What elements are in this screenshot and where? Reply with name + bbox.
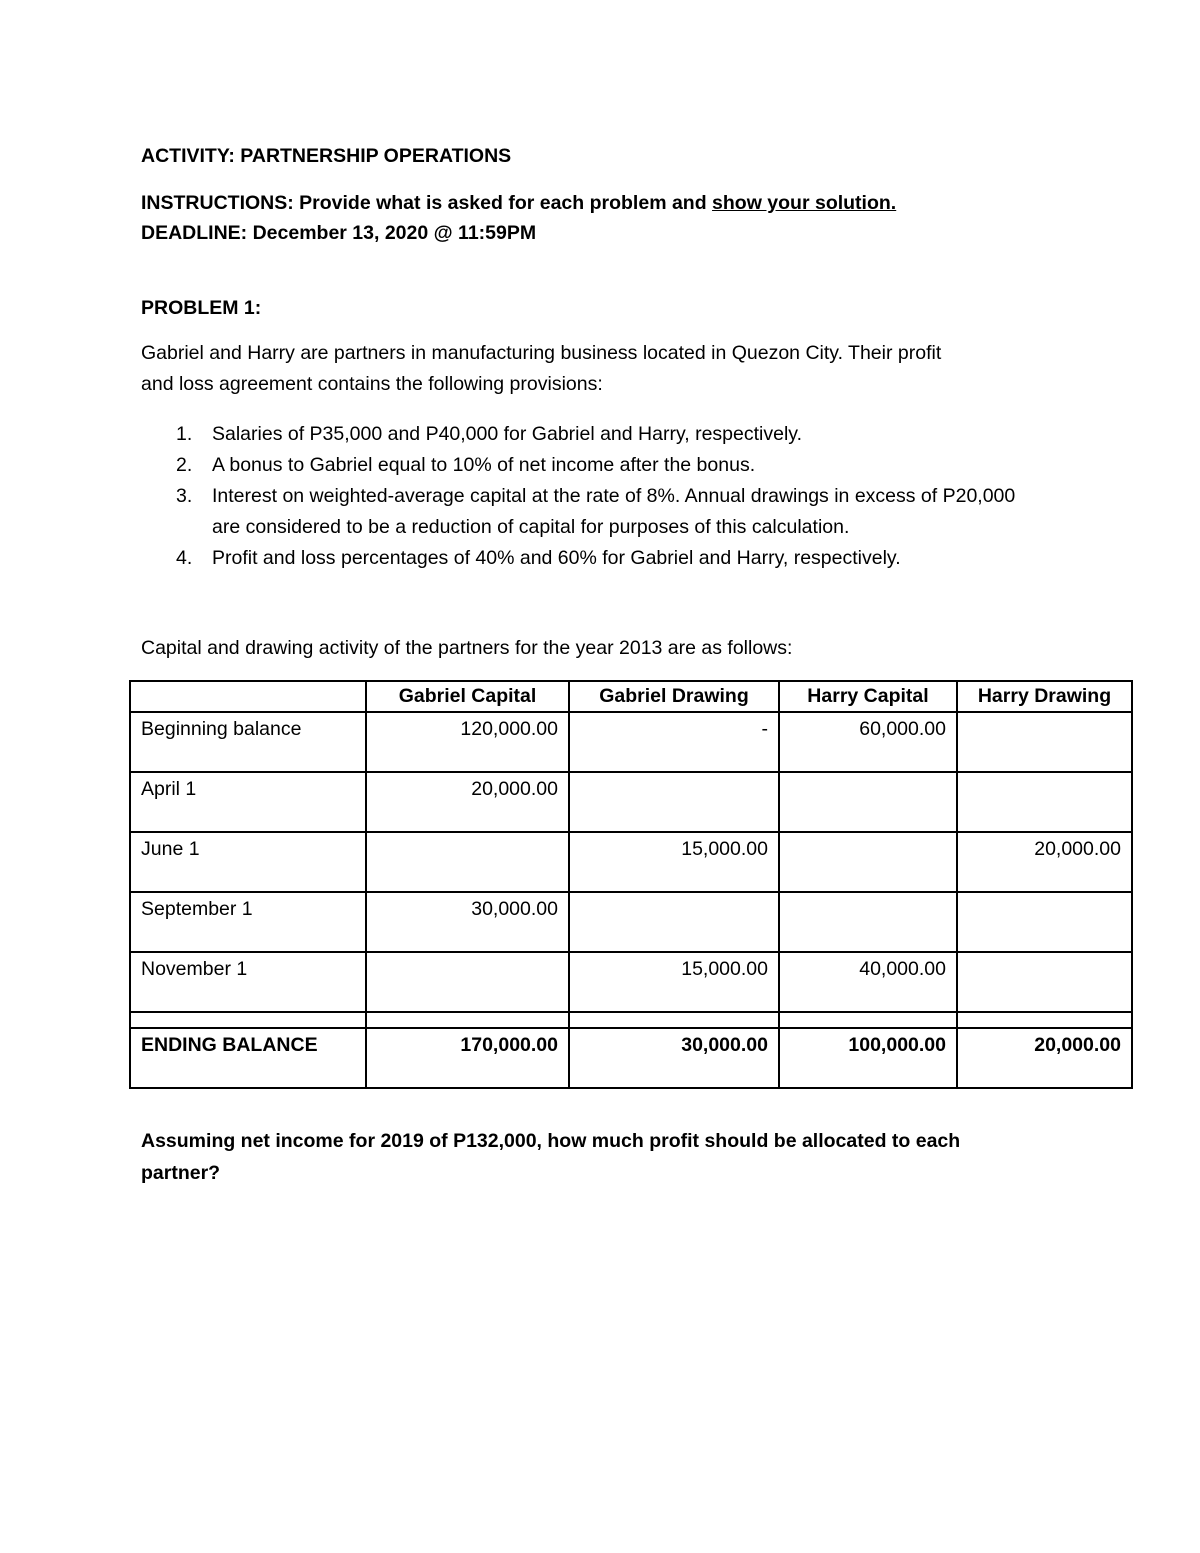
total-label: ENDING BALANCE [130,1028,366,1088]
provisions-list [141,419,1041,574]
gabriel-capital-cell: 20,000.00 [366,772,569,832]
table-intro: Capital and drawing activity of the partners for the year 2013 are as follows: [141,637,793,659]
harry-capital-cell: 40,000.00 [779,952,957,1012]
table-row [130,832,1132,892]
instructions-underlined: show your solution. [712,192,897,214]
row-label: April 1 [130,772,366,832]
table-row [130,952,1132,1012]
harry-drawing-cell [957,772,1132,832]
header-gabriel-capital: Gabriel Capital [366,681,569,712]
gabriel-drawing-cell: 15,000.00 [569,952,779,1012]
harry-drawing-cell [957,892,1132,952]
harry-capital-cell [779,772,957,832]
total-gabriel-drawing: 30,000.00 [569,1028,779,1088]
gabriel-drawing-cell [569,772,779,832]
harry-drawing-cell [957,712,1132,772]
row-label: November 1 [130,952,366,1012]
row-label: September 1 [130,892,366,952]
list-item [141,543,1041,574]
list-item-number: 1. [176,423,193,445]
list-item-text: Salaries of P35,000 and P40,000 for Gabriel and Harry, respectively. [212,423,803,445]
table-header-row [130,681,1132,712]
table-row [130,772,1132,832]
harry-drawing-cell: 20,000.00 [957,832,1132,892]
list-item [141,419,1041,450]
total-harry-drawing: 20,000.00 [957,1028,1132,1088]
list-item-number: 2. [176,454,193,476]
list-item-text: Profit and loss percentages of 40% and 60% for Gabriel and Harry, respectively. [212,547,901,569]
capital-drawing-table [129,680,1133,1089]
problem-intro-line2: and loss agreement contains the following provisions: [141,373,603,395]
gabriel-drawing-cell: - [569,712,779,772]
gabriel-capital-cell [366,832,569,892]
header-gabriel-drawing: Gabriel Drawing [569,681,779,712]
list-item [141,450,1041,481]
spacer-cell [569,1012,779,1028]
header-harry-capital: Harry Capital [779,681,957,712]
list-item-text: Interest on weighted-average capital at the rate of 8%. Annual drawings in excess of P20,000 are considered to be a reduction of capital for purposes of this calculation. [212,485,1016,538]
harry-capital-cell [779,892,957,952]
harry-capital-cell: 60,000.00 [779,712,957,772]
question-line2: partner? [141,1162,221,1184]
gabriel-capital-cell: 30,000.00 [366,892,569,952]
list-item-text: A bonus to Gabriel equal to 10% of net income after the bonus. [212,454,756,476]
row-label: Beginning balance [130,712,366,772]
header-harry-drawing: Harry Drawing [957,681,1132,712]
deadline: DEADLINE: December 13, 2020 @ 11:59PM [141,222,537,244]
spacer-cell [779,1012,957,1028]
instructions-text: INSTRUCTIONS: Provide what is asked for each problem and [141,192,713,214]
problem-intro-line1: Gabriel and Harry are partners in manufacturing business located in Quezon City. Their profit [141,342,942,364]
instructions [141,190,896,216]
gabriel-capital-cell [366,952,569,1012]
gabriel-drawing-cell [569,892,779,952]
header-cell-blank [130,681,366,712]
gabriel-capital-cell: 120,000.00 [366,712,569,772]
problem-title: PROBLEM 1: [141,297,262,319]
spacer-cell [957,1012,1132,1028]
activity-title: ACTIVITY: PARTNERSHIP OPERATIONS [141,145,512,167]
gabriel-drawing-cell: 15,000.00 [569,832,779,892]
harry-drawing-cell [957,952,1132,1012]
question-line1: Assuming net income for 2019 of P132,000, how much profit should be allocated to each [141,1130,961,1152]
table-spacer-row [130,1012,1132,1028]
list-item [141,481,1041,543]
harry-capital-cell [779,832,957,892]
total-harry-capital: 100,000.00 [779,1028,957,1088]
table-row [130,892,1132,952]
total-gabriel-capital: 170,000.00 [366,1028,569,1088]
row-label: June 1 [130,832,366,892]
table-row [130,712,1132,772]
table-total-row [130,1028,1132,1088]
list-item-number: 3. [176,485,193,507]
list-item-number: 4. [176,547,193,569]
spacer-cell [366,1012,569,1028]
spacer-cell [130,1012,366,1028]
